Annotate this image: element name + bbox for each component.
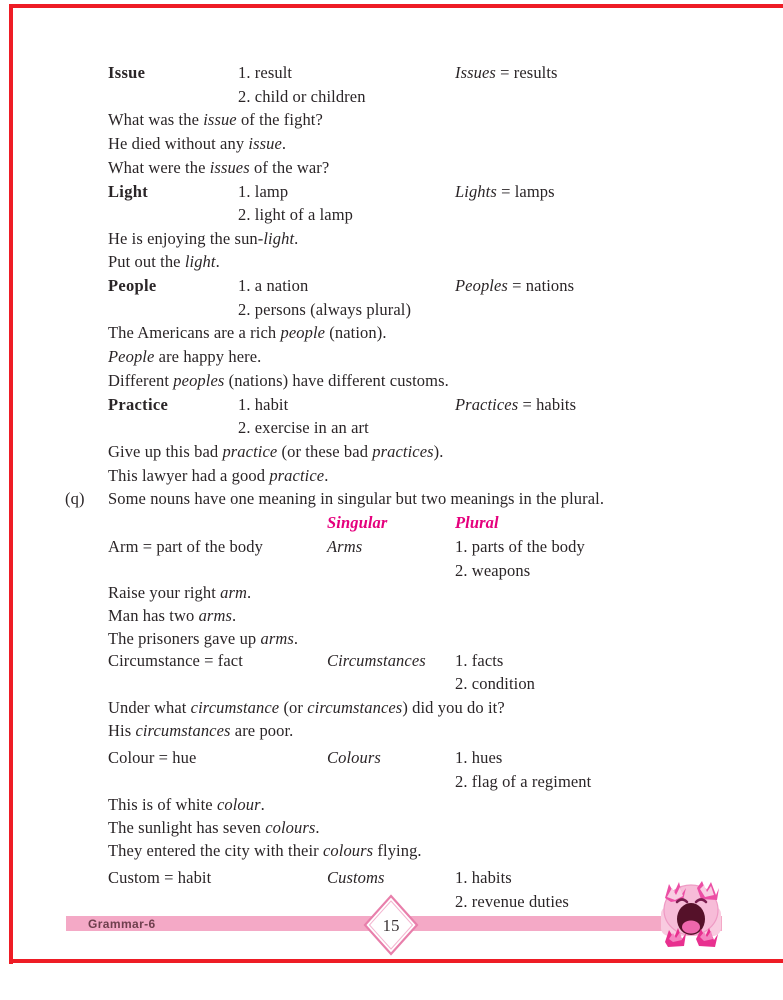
entry-people-cell: [238, 276, 308, 296]
text-segment: They entered the city with their: [108, 841, 323, 860]
row-custom-cell: [108, 868, 211, 888]
example-colour-1-cell: [108, 795, 265, 815]
example-circumstance-1-cell: [108, 698, 505, 718]
example-people-1-cell: [108, 323, 387, 343]
text-segment: 2. light of a lamp: [238, 205, 353, 224]
text-segment: (or these bad: [277, 442, 373, 461]
entry-light-cell: [108, 182, 148, 202]
row-custom-cell: [455, 868, 512, 888]
text-segment: People: [108, 276, 157, 295]
text-segment: 2. revenue duties: [455, 892, 569, 911]
row-colour: [0, 748, 783, 771]
row-arm-cell: [108, 537, 263, 557]
example-arm-2: [0, 606, 783, 629]
example-practice-1: [0, 442, 783, 465]
text-segment: are poor.: [230, 721, 294, 740]
example-light-1: [0, 229, 783, 252]
text-segment: practices: [372, 442, 434, 461]
example-practice-2: [0, 466, 783, 489]
text-segment: 2. weapons: [455, 561, 531, 580]
text-segment: .: [281, 134, 287, 153]
text-segment: ).: [433, 442, 444, 461]
table-headers-cell: [455, 513, 499, 533]
text-segment: Put out the: [108, 252, 185, 271]
text-segment: practice: [269, 466, 325, 485]
row-arm-plural-2-cell: [455, 561, 530, 581]
example-people-1: [0, 323, 783, 346]
example-circumstance-2: [0, 721, 783, 744]
text-segment: circumstances: [307, 698, 403, 717]
text-segment: arms: [260, 629, 294, 648]
example-issue-2: [0, 134, 783, 157]
entry-issue-cell: [455, 63, 558, 83]
text-segment: People: [108, 347, 155, 366]
row-circumstance-cell: [455, 651, 503, 671]
example-issue-1-cell: [108, 110, 323, 130]
pink-crying-mascot-icon: [653, 876, 729, 952]
entry-light-meaning-2-cell: [238, 205, 353, 225]
entry-practice-cell: [238, 395, 288, 415]
entry-issue-meaning-2-cell: [238, 87, 366, 107]
row-circumstance-plural-2: [0, 674, 783, 697]
text-segment: What was the: [108, 110, 204, 129]
text-segment: issues: [209, 158, 250, 177]
text-segment: 1. lamp: [238, 182, 289, 201]
text-segment: 2. flag of a regiment: [455, 772, 592, 791]
example-colour-3-cell: [108, 841, 422, 861]
text-segment: He is enjoying the sun-: [108, 229, 264, 248]
table-headers: [0, 513, 783, 536]
text-segment: 1. facts: [455, 651, 504, 670]
entry-practice-meaning-2-cell: [238, 418, 369, 438]
text-segment: = lamps: [496, 182, 555, 201]
text-segment: 2. persons (always plural): [238, 300, 412, 319]
example-light-2: [0, 252, 783, 275]
text-segment: circumstance: [190, 698, 280, 717]
example-colour-2-cell: [108, 818, 320, 838]
text-segment: Singular: [327, 513, 388, 532]
text-segment: What were the: [108, 158, 210, 177]
entry-issue-cell: [238, 63, 292, 83]
example-arm-2-cell: [108, 606, 236, 626]
row-colour-cell: [108, 748, 196, 768]
entry-light-meaning-2: [0, 205, 783, 228]
row-arm-plural-2: [0, 561, 783, 584]
text-segment: Peoples: [455, 276, 508, 295]
text-segment: 1. habits: [455, 868, 512, 887]
example-arm-3: [0, 629, 783, 652]
entry-issue-meaning-2: [0, 87, 783, 110]
entry-issue-cell: [108, 63, 145, 83]
text-segment: Different: [108, 371, 174, 390]
table-headers-cell: [327, 513, 387, 533]
example-arm-1-cell: [108, 583, 251, 603]
entry-practice-cell: [108, 395, 168, 415]
text-segment: Colour = hue: [108, 748, 197, 767]
page-number: 15: [382, 916, 400, 935]
text-segment: .: [315, 818, 320, 837]
text-segment: (or: [279, 698, 308, 717]
page-border-bottom: [9, 959, 783, 963]
example-practice-2-cell: [108, 466, 328, 486]
text-segment: 1. a nation: [238, 276, 309, 295]
row-arm: [0, 537, 783, 560]
example-issue-1: [0, 110, 783, 133]
text-segment: circumstances: [135, 721, 231, 740]
text-segment: issue: [248, 134, 282, 153]
note-q-cell: [108, 489, 604, 509]
text-segment: .: [293, 629, 299, 648]
example-light-2-cell: [108, 252, 220, 272]
text-segment: Circumstance = fact: [108, 651, 243, 670]
example-colour-1: [0, 795, 783, 818]
text-segment: of the war?: [249, 158, 330, 177]
text-segment: Practices: [455, 395, 519, 414]
row-colour-cell: [327, 748, 381, 768]
example-arm-1: [0, 583, 783, 606]
text-segment: .: [215, 252, 220, 271]
text-segment: Lights: [455, 182, 497, 201]
entry-people-meaning-2: [0, 300, 783, 323]
text-segment: = results: [495, 63, 558, 82]
page-number-diamond: [363, 894, 419, 956]
text-segment: The sunlight has seven: [108, 818, 266, 837]
text-segment: 2. condition: [455, 674, 536, 693]
row-circumstance-cell: [108, 651, 243, 671]
text-segment: (nation).: [325, 323, 387, 342]
row-colour-plural-2-cell: [455, 772, 591, 792]
row-custom-plural-2-cell: [455, 892, 569, 912]
text-segment: 2. exercise in an art: [238, 418, 369, 437]
text-segment: Raise your right: [108, 583, 221, 602]
row-circumstance-cell: [327, 651, 426, 671]
text-segment: practice: [222, 442, 278, 461]
entry-practice: [0, 395, 783, 418]
text-segment: peoples: [173, 371, 225, 390]
text-segment: Under what: [108, 698, 191, 717]
text-segment: .: [260, 795, 265, 814]
example-circumstance-2-cell: [108, 721, 293, 741]
text-segment: Arm = part of the body: [108, 537, 263, 556]
text-segment: = habits: [518, 395, 577, 414]
text-segment: .: [294, 229, 299, 248]
text-segment: 1. result: [238, 63, 293, 82]
example-issue-2-cell: [108, 134, 286, 154]
text-segment: (q): [65, 489, 85, 508]
text-segment: people: [280, 323, 326, 342]
text-segment: colour: [216, 795, 261, 814]
example-people-3-cell: [108, 371, 449, 391]
text-segment: Issues: [455, 63, 496, 82]
text-segment: Circumstances: [327, 651, 426, 670]
text-segment: issue: [203, 110, 237, 129]
row-colour-plural-2: [0, 772, 783, 795]
text-segment: ) did you do it?: [402, 698, 505, 717]
example-people-2-cell: [108, 347, 261, 367]
text-segment: 1. parts of the body: [455, 537, 585, 556]
text-segment: 2. child or children: [238, 87, 366, 106]
example-colour-3: [0, 841, 783, 864]
text-segment: of the fight?: [236, 110, 323, 129]
row-arm-cell: [455, 537, 585, 557]
text-segment: Practice: [108, 395, 169, 414]
text-segment: His: [108, 721, 136, 740]
row-circumstance-plural-2-cell: [455, 674, 535, 694]
text-segment: 1. habit: [238, 395, 289, 414]
text-segment: light: [184, 252, 216, 271]
text-segment: This is of white: [108, 795, 217, 814]
example-light-1-cell: [108, 229, 298, 249]
text-segment: arm: [220, 583, 248, 602]
entry-light: [0, 182, 783, 205]
page-border-top: [9, 4, 783, 8]
footer-book-label: Grammar-6: [88, 917, 156, 931]
text-segment: 1. hues: [455, 748, 503, 767]
text-segment: (nations) have different customs.: [224, 371, 449, 390]
text-segment: Give up this bad: [108, 442, 223, 461]
text-segment: colours: [265, 818, 316, 837]
example-circumstance-1: [0, 698, 783, 721]
text-segment: = nations: [507, 276, 575, 295]
entry-people: [0, 276, 783, 299]
entry-people-cell: [108, 276, 157, 296]
text-segment: flying.: [373, 841, 422, 860]
text-segment: He died without any: [108, 134, 249, 153]
text-segment: Light: [108, 182, 149, 201]
entry-practice-meaning-2: [0, 418, 783, 441]
row-arm-cell: [327, 537, 362, 557]
text-segment: The prisoners gave up: [108, 629, 261, 648]
entry-practice-cell: [455, 395, 576, 415]
example-people-2: [0, 347, 783, 370]
text-segment: colours: [322, 841, 374, 860]
example-people-3: [0, 371, 783, 394]
text-segment: Man has two: [108, 606, 199, 625]
text-segment: .: [232, 606, 237, 625]
entry-light-cell: [455, 182, 555, 202]
text-segment: Arms: [327, 537, 363, 556]
entry-light-cell: [238, 182, 288, 202]
text-segment: This lawyer had a good: [108, 466, 270, 485]
example-arm-3-cell: [108, 629, 298, 649]
note-q: [0, 489, 783, 512]
text-segment: The Americans are a rich: [108, 323, 281, 342]
text-segment: Custom = habit: [108, 868, 212, 887]
row-circumstance: [0, 651, 783, 674]
text-segment: Some nouns have one meaning in singular but two meanings in the plural.: [108, 489, 605, 508]
text-segment: light: [263, 229, 295, 248]
example-practice-1-cell: [108, 442, 444, 462]
row-custom-cell: [327, 868, 385, 888]
text-segment: .: [247, 583, 252, 602]
entry-issue: [0, 63, 783, 86]
text-segment: arms: [198, 606, 232, 625]
example-colour-2: [0, 818, 783, 841]
example-issue-3-cell: [108, 158, 329, 178]
example-issue-3: [0, 158, 783, 181]
entry-people-cell: [455, 276, 574, 296]
text-segment: .: [324, 466, 329, 485]
text-segment: Plural: [455, 513, 499, 532]
entry-people-meaning-2-cell: [238, 300, 411, 320]
row-colour-cell: [455, 748, 502, 768]
text-segment: Customs: [327, 868, 385, 887]
text-segment: Colours: [327, 748, 381, 767]
text-segment: are happy here.: [154, 347, 262, 366]
note-q-cell: [65, 489, 85, 509]
text-segment: Issue: [108, 63, 146, 82]
